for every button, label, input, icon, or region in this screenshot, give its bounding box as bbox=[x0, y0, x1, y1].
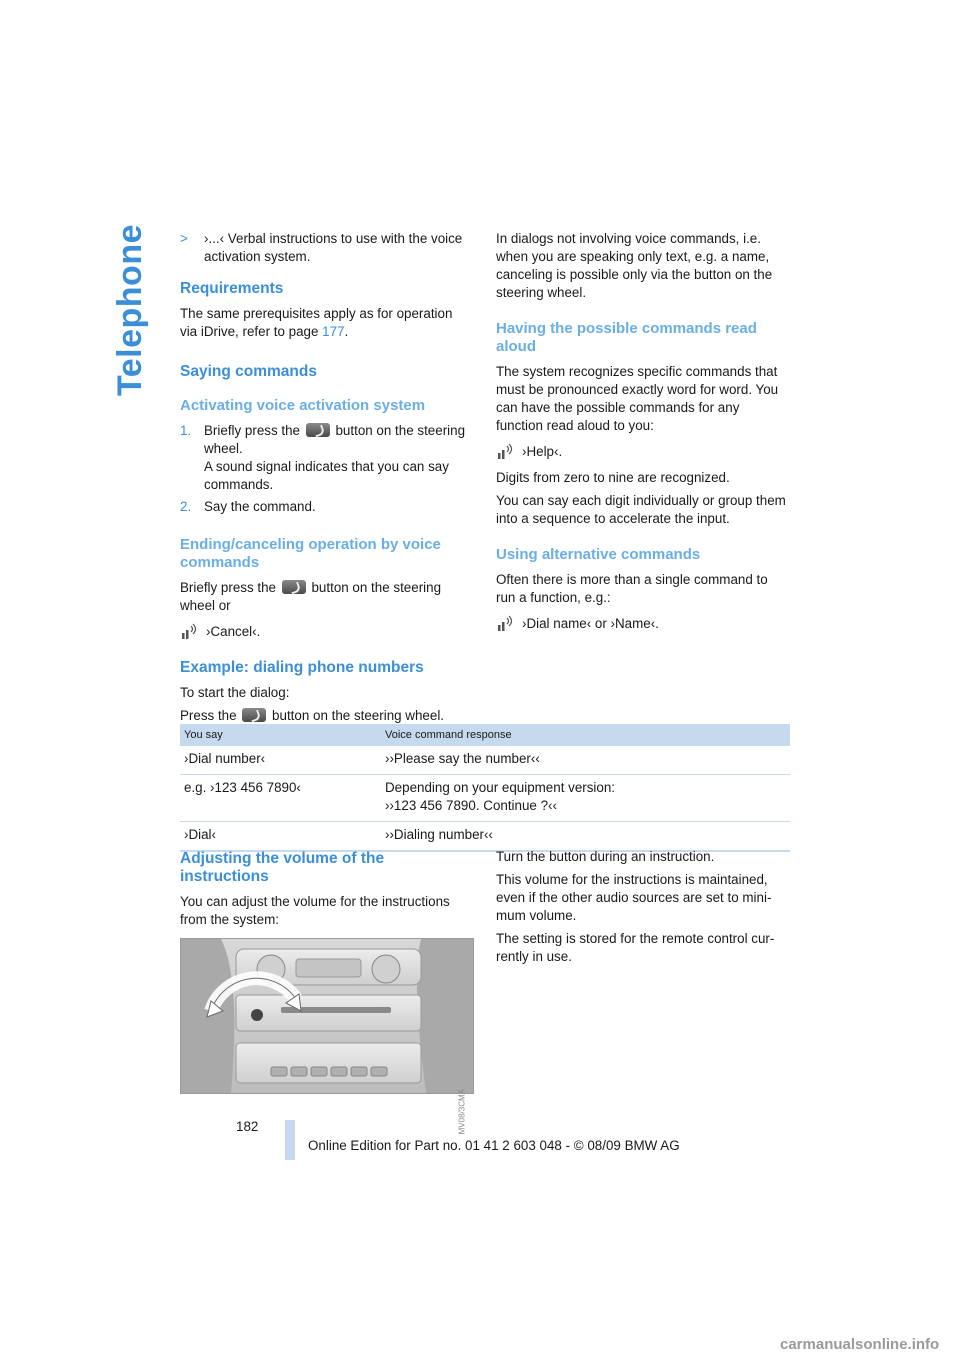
left-column bbox=[180, 230, 470, 730]
requirements-paragraph bbox=[180, 305, 470, 341]
read-aloud-heading: Having the possible commands read aloud bbox=[496, 320, 757, 355]
help-command-text: ›Help‹. bbox=[522, 444, 563, 459]
table-row bbox=[180, 746, 790, 775]
step-1 bbox=[180, 422, 470, 494]
page-number: 182 bbox=[236, 1119, 259, 1134]
digits-paragraph: Digits from zero to nine are recognized. bbox=[496, 470, 730, 485]
watermark: carmanualsonline.info bbox=[780, 1336, 940, 1353]
response-line: Depending on your equipment version: bbox=[385, 780, 616, 795]
bullet-mark: > bbox=[180, 231, 188, 246]
table-header-you-say: You say bbox=[184, 729, 223, 741]
ending-text-post: button on the steering wheel or bbox=[180, 580, 442, 613]
step-extra-text: A sound signal indicates that you can say commands. bbox=[204, 459, 449, 492]
step-number: 2. bbox=[180, 499, 192, 514]
response-line: ››123 456 7890. Continue ?‹‹ bbox=[385, 798, 557, 813]
requirements-heading: Requirements bbox=[180, 280, 284, 297]
right-column bbox=[496, 230, 790, 641]
volume-left-column bbox=[180, 848, 470, 934]
volume-right-column bbox=[496, 848, 790, 971]
activating-heading: Activating voice activation system bbox=[180, 397, 426, 414]
step-number: 1. bbox=[180, 423, 192, 438]
table-cell-say: ›Dial‹ bbox=[184, 827, 216, 842]
cancel-command-row bbox=[180, 623, 470, 641]
table-cell-response: ››Dialing number‹‹ bbox=[385, 827, 493, 842]
cancel-command-text: ›Cancel‹. bbox=[206, 624, 261, 639]
saying-commands-heading: Saying commands bbox=[180, 363, 317, 380]
table-header-response: Voice command response bbox=[385, 729, 512, 741]
voice-command-icon bbox=[180, 623, 198, 641]
table-cell-say: ›Dial number‹ bbox=[184, 751, 266, 766]
control-panel-drawing bbox=[181, 939, 473, 1093]
step-text bbox=[204, 422, 470, 494]
voice-command-icon bbox=[496, 615, 514, 633]
press-paragraph bbox=[180, 707, 470, 725]
requirements-text-end: . bbox=[344, 324, 349, 339]
chapter-title-text: Telephone bbox=[111, 224, 149, 396]
volume-heading: Adjusting the volume of the instructions bbox=[180, 850, 385, 885]
alt-command-text: ›Dial name‹ or ›Name‹. bbox=[522, 616, 659, 631]
alternative-commands-heading: Using alternative commands bbox=[496, 546, 701, 563]
ending-canceling-heading: Ending/canceling operation by voice commands bbox=[180, 536, 441, 571]
press-text-post: button on the steering wheel. bbox=[272, 708, 445, 723]
table-header bbox=[180, 724, 790, 746]
chapter-side-title bbox=[108, 224, 152, 396]
ending-paragraph bbox=[180, 579, 470, 615]
start-dialog-text: To start the dialog: bbox=[180, 685, 290, 700]
volume-paragraph: You can adjust the volume for the instructions from the system: bbox=[180, 894, 450, 927]
bullet-item bbox=[180, 230, 470, 266]
step-text-post: button on the steering wheel. bbox=[204, 423, 466, 456]
step-text: Say the command. bbox=[204, 499, 316, 514]
read-aloud-paragraph: The system recognizes specific commands that must be pronounced exactly word for word. You can have the possible commands for any function read aloud to you: bbox=[496, 364, 779, 433]
ending-text-pre: Briefly press the bbox=[180, 580, 277, 595]
voice-command-icon bbox=[496, 443, 514, 461]
help-command-row bbox=[496, 443, 790, 461]
voice-dialog-table bbox=[180, 724, 790, 852]
alternative-paragraph: Often there is more than a single command to run a function, e.g.: bbox=[496, 572, 768, 605]
footer-accent-bar bbox=[285, 1120, 295, 1160]
press-text-pre: Press the bbox=[180, 708, 237, 723]
example-heading: Example: dialing phone numbers bbox=[180, 659, 424, 676]
table-cell-say: e.g. ›123 456 7890‹ bbox=[184, 780, 301, 795]
table-cell-response bbox=[385, 779, 790, 815]
table-cell-response: ››Please say the number‹‹ bbox=[385, 751, 540, 766]
bullet-text: ›...‹ Verbal instructions to use with the voice activation system. bbox=[204, 231, 463, 264]
page-link-177[interactable]: 177 bbox=[322, 324, 345, 339]
voice-button-icon bbox=[282, 580, 306, 594]
dialogs-paragraph: In dialogs not involving voice commands, i.e. when you are speaking only text, e.g. a name, canceling is possible only via the button on the steering wheel. bbox=[496, 231, 773, 300]
photo-code: MV08/3CMA bbox=[457, 1089, 466, 1135]
voice-button-icon bbox=[242, 708, 266, 722]
voice-button-icon bbox=[306, 423, 330, 437]
footer-edition-text: Online Edition for Part no. 01 41 2 603 048 - © 08/09 BMW AG bbox=[308, 1138, 680, 1153]
group-paragraph: You can say each digit individually or group them into a sequence to accelerate the input. bbox=[496, 493, 786, 526]
alt-command-row bbox=[496, 615, 790, 633]
step-text-pre: Briefly press the bbox=[204, 423, 301, 438]
turn-button-paragraph: Turn the button during an instruction. bbox=[496, 849, 715, 864]
table-row bbox=[180, 775, 790, 822]
stored-paragraph: The setting is stored for the remote control cur-rently in use. bbox=[496, 931, 775, 964]
requirements-text: The same prerequisites apply as for operation via iDrive, refer to page bbox=[180, 306, 453, 339]
activation-steps bbox=[180, 422, 470, 516]
maintained-paragraph: This volume for the instructions is maintained, even if the other audio sources are set to mini-mum volume. bbox=[496, 872, 772, 923]
step-2 bbox=[180, 498, 470, 516]
